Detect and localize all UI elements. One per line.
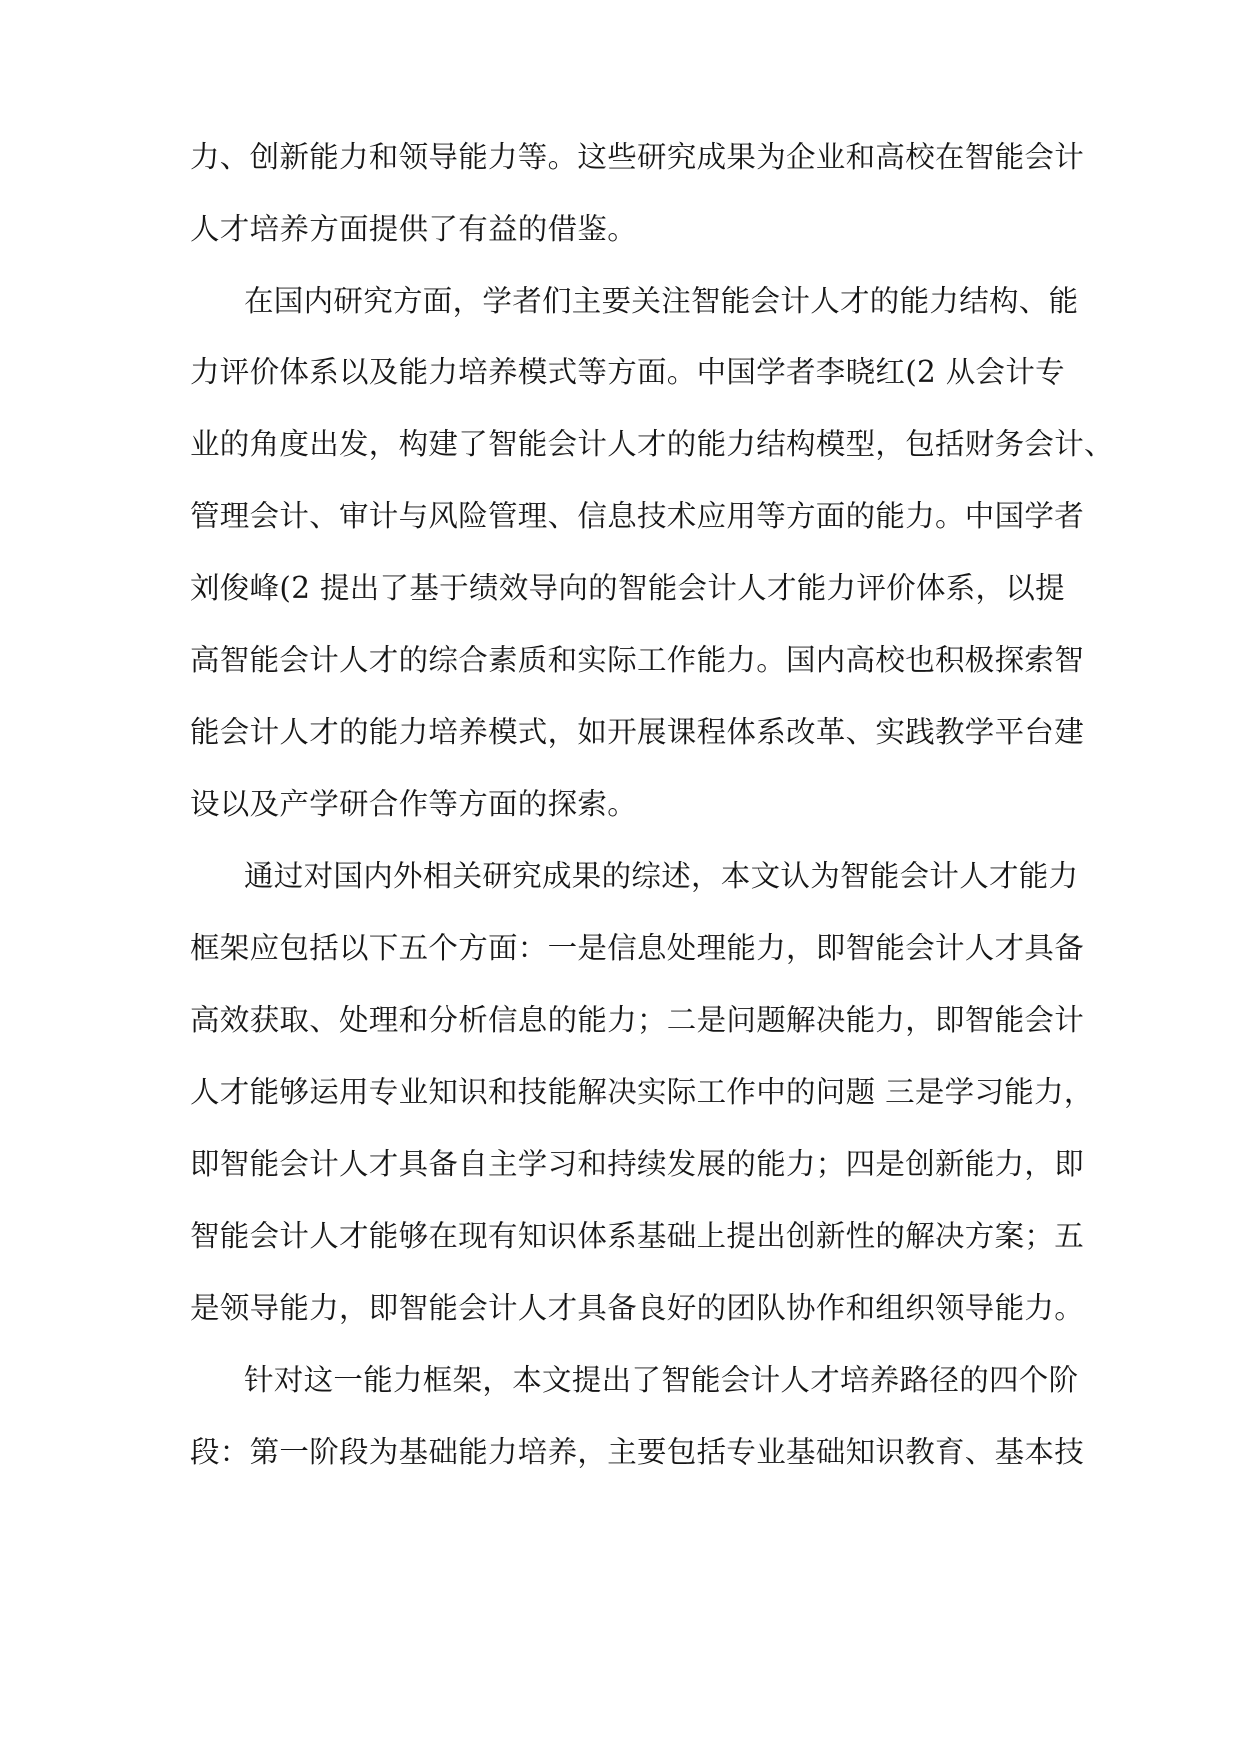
text-line: 高效获取、处理和分析信息的能力；二是问题解决能力，即智能会计 [190, 1003, 1085, 1037]
text-line: 框架应包括以下五个方面：一是信息处理能力，即智能会计人才具备 [190, 931, 1085, 965]
text-line: 设以及产学研合作等方面的探索。 [190, 787, 638, 821]
text-line: 段：第一阶段为基础能力培养，主要包括专业基础知识教育、基本技 [190, 1435, 1085, 1469]
text-line: 是领导能力，即智能会计人才具备良好的团队协作和组织领导能力。 [190, 1291, 1085, 1325]
text-line: 管理会计、审计与风险管理、信息技术应用等方面的能力。中国学者 [190, 499, 1085, 533]
text-line: 人才能够运用专业知识和技能解决实际工作中的问题 三是学习能力， [190, 1075, 1094, 1109]
text-line: 在国内研究方面，学者们主要关注智能会计人才的能力结构、能 [244, 284, 1079, 318]
text-line: 即智能会计人才具备自主学习和持续发展的能力；四是创新能力，即 [190, 1147, 1085, 1181]
text-line: 针对这一能力框架，本文提出了智能会计人才培养路径的四个阶 [244, 1363, 1079, 1397]
text-line: 力评价体系以及能力培养模式等方面。中国学者李晓红(2 从会计专 [190, 355, 1065, 389]
text-line: 业的角度出发，构建了智能会计人才的能力结构模型，包括财务会计、 [190, 427, 1114, 461]
text-line: 智能会计人才能够在现有知识体系基础上提出创新性的解决方案；五 [190, 1219, 1085, 1253]
text-line: 通过对国内外相关研究成果的综述，本文认为智能会计人才能力 [244, 859, 1079, 893]
text-line: 高智能会计人才的综合素质和实际工作能力。国内高校也积极探索智 [190, 643, 1085, 677]
text-line: 力、创新能力和领导能力等。这些研究成果为企业和高校在智能会计 [190, 140, 1085, 174]
text-line: 能会计人才的能力培养模式，如开展课程体系改革、实践教学平台建 [190, 715, 1085, 749]
text-line: 刘俊峰(2 提出了基于绩效导向的智能会计人才能力评价体系，以提 [190, 571, 1065, 605]
text-line: 人才培养方面提供了有益的借鉴。 [190, 212, 638, 246]
